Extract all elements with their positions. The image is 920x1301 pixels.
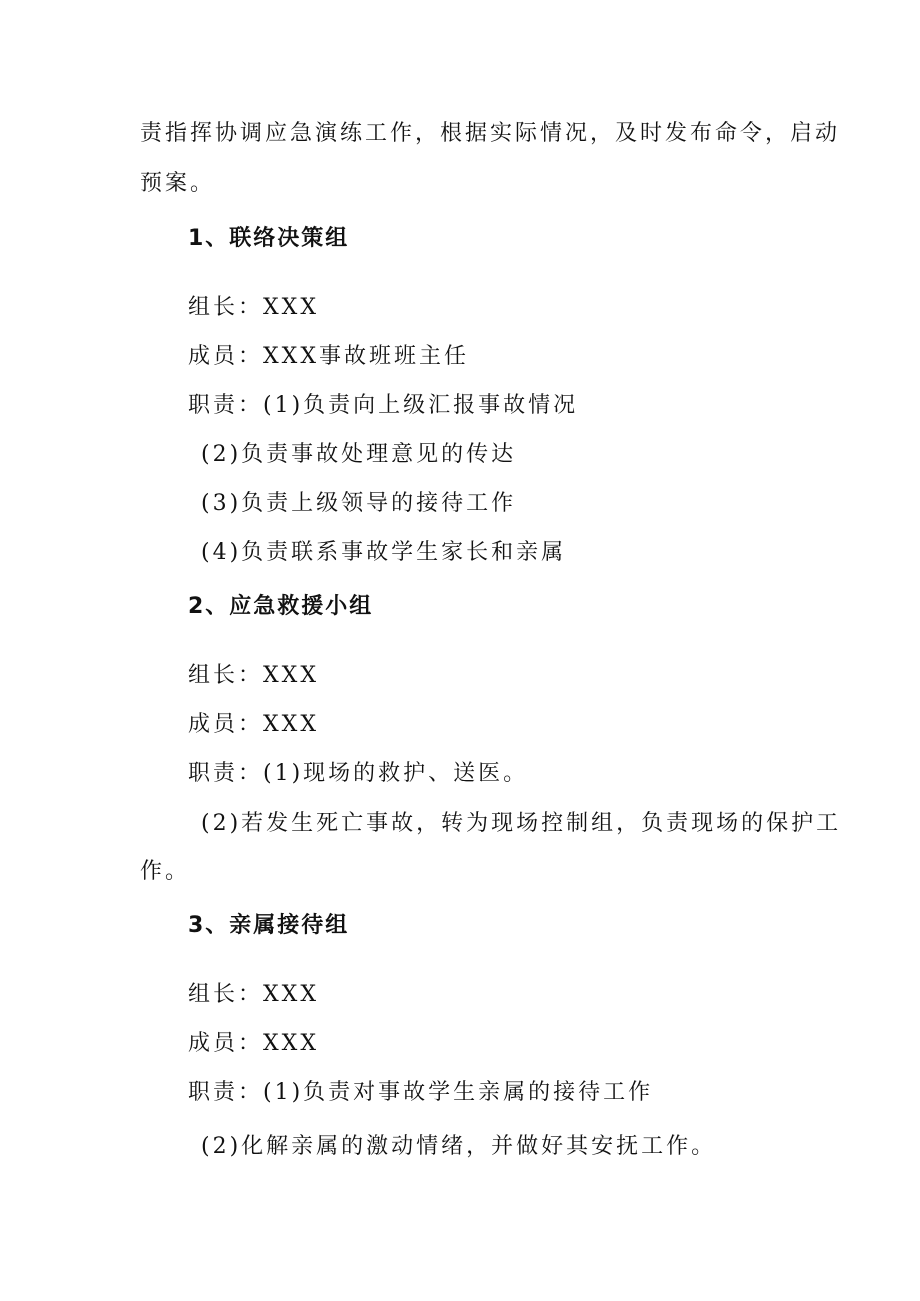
group-1-duty-3: (3)负责上级领导的接待工作 bbox=[201, 491, 517, 516]
group-1-members: 成员：XXX事故班班主任 bbox=[188, 344, 469, 369]
group-1-heading: 1、联络决策组 bbox=[188, 226, 350, 251]
group-1-duty-1: 职责：(1)负责向上级汇报事故情况 bbox=[188, 393, 579, 418]
group-2-duty-1: 职责：(1)现场的救护、送医。 bbox=[188, 761, 529, 786]
group-1-leader: 组长：XXX bbox=[188, 295, 319, 320]
group-1-duty-4: (4)负责联系事故学生家长和亲属 bbox=[201, 540, 567, 565]
group-2-leader: 组长：XXX bbox=[188, 663, 319, 688]
group-1-duty-2: (2)负责事故处理意见的传达 bbox=[201, 442, 517, 467]
intro-line-1: 责指挥协调应急演练工作，根据实际情况，及时发布命令，启动 bbox=[140, 121, 841, 146]
group-3-heading: 3、亲属接待组 bbox=[188, 913, 350, 938]
intro-line-2: 预案。 bbox=[140, 171, 216, 196]
group-2-heading: 2、应急救援小组 bbox=[188, 594, 374, 619]
group-3-duty-1: 职责：(1)负责对事故学生亲属的接待工作 bbox=[188, 1080, 654, 1105]
group-2-duty-2-cont: 作。 bbox=[140, 859, 191, 884]
group-3-leader: 组长：XXX bbox=[188, 982, 319, 1007]
group-2-duty-2: (2)若发生死亡事故，转为现场控制组，负责现场的保护工 bbox=[201, 811, 842, 836]
group-2-members: 成员：XXX bbox=[188, 712, 319, 737]
group-3-duty-2: (2)化解亲属的激动情绪，并做好其安抚工作。 bbox=[201, 1134, 717, 1159]
group-3-members: 成员：XXX bbox=[188, 1031, 319, 1056]
